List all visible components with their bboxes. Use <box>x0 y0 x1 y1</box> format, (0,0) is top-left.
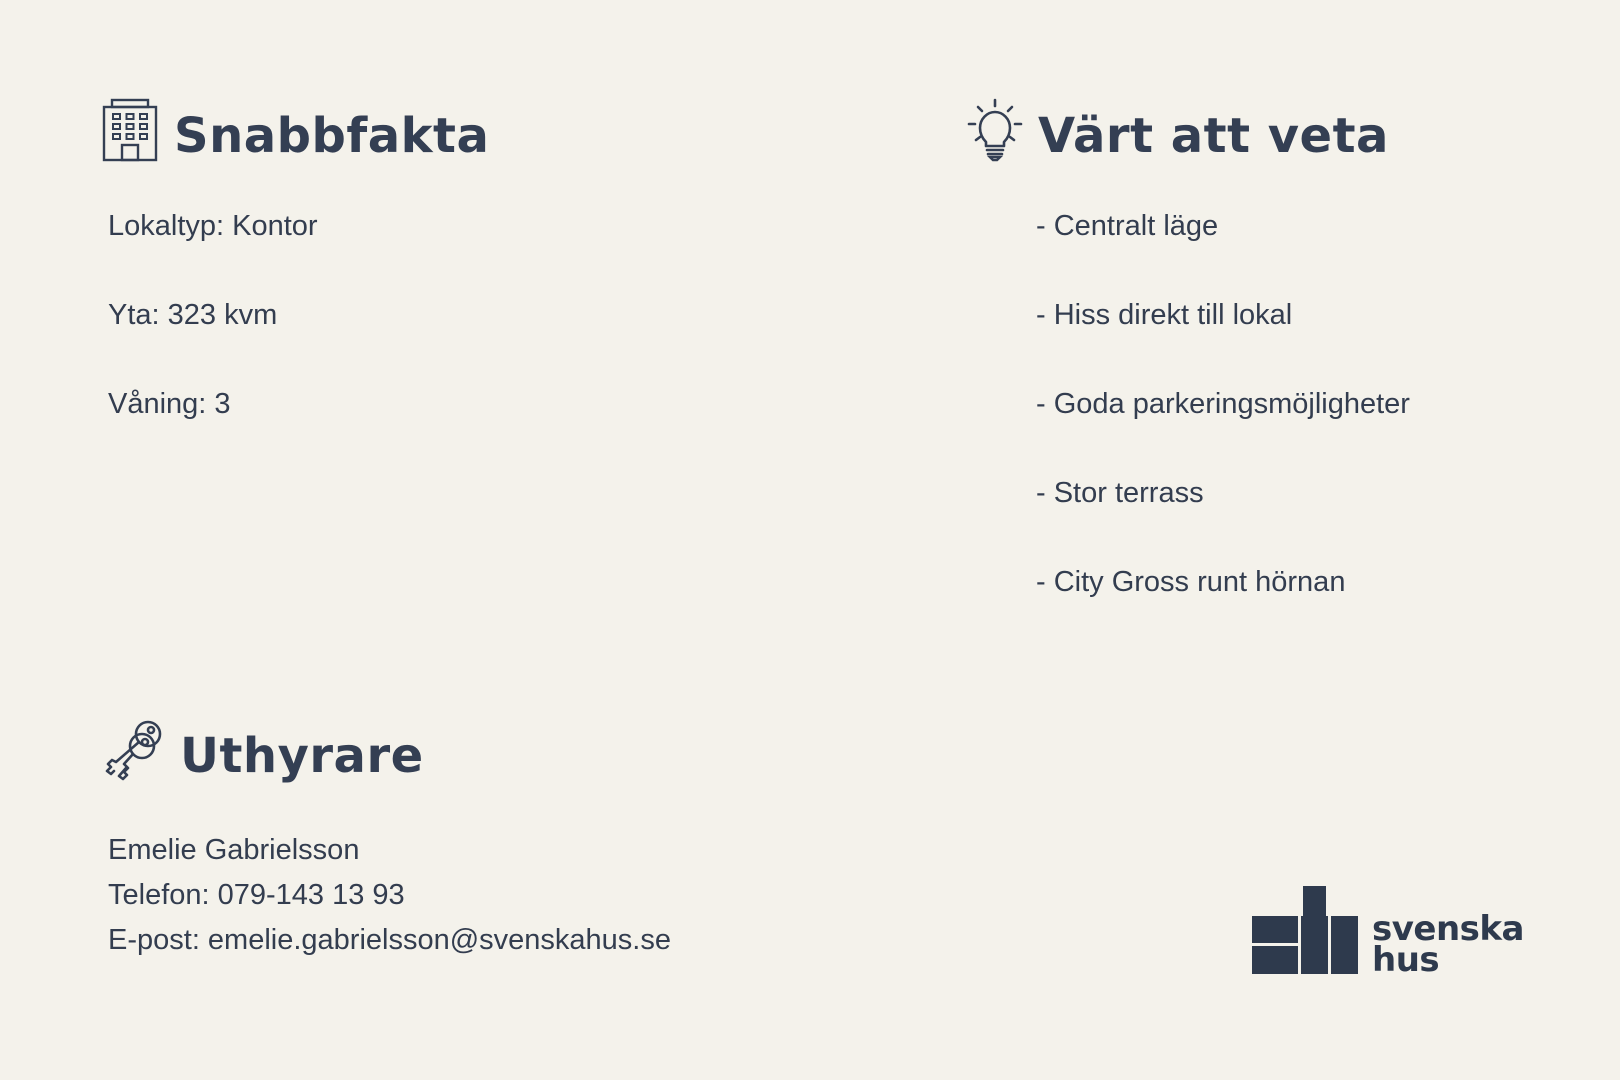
contact-email[interactable]: E-post: emelie.gabrielsson@svenskahus.se <box>108 924 671 956</box>
list-item: - Stor terrass <box>1036 477 1204 509</box>
contact-block <box>108 828 671 963</box>
list-item: - Centralt läge <box>1036 210 1219 242</box>
uthyrare-heading <box>102 722 424 790</box>
keys-icon <box>102 716 166 796</box>
snabbfakta-heading <box>102 104 489 168</box>
contact-phone[interactable]: Telefon: 079-143 13 93 <box>108 879 405 911</box>
logo-mark-icon <box>1252 886 1358 974</box>
vart-att-veta-title: Värt att veta <box>1038 108 1389 164</box>
vart-att-veta-list <box>1036 212 1410 657</box>
contact-name: Emelie Gabrielsson <box>108 834 360 866</box>
logo-text-line1: svenska <box>1372 909 1524 949</box>
snabbfakta-list <box>108 212 318 479</box>
uthyrare-title: Uthyrare <box>180 728 424 784</box>
building-icon <box>102 98 158 174</box>
list-item: - City Gross runt hörnan <box>1036 566 1346 598</box>
snabbfakta-title: Snabbfakta <box>174 108 490 164</box>
list-item: - Hiss direkt till lokal <box>1036 299 1293 331</box>
fact-item-lokaltyp: Lokaltyp: Kontor <box>108 210 318 242</box>
fact-item-yta: Yta: 323 kvm <box>108 299 278 331</box>
vart-att-veta-heading <box>966 104 1389 168</box>
lightbulb-icon <box>966 98 1024 174</box>
fact-item-vaning: Våning: 3 <box>108 388 231 420</box>
logo-text <box>1372 909 1524 980</box>
list-item: - Goda parkeringsmöjligheter <box>1036 388 1410 420</box>
svenska-hus-logo <box>1252 886 1524 980</box>
logo-text-line2: hus <box>1372 940 1440 980</box>
